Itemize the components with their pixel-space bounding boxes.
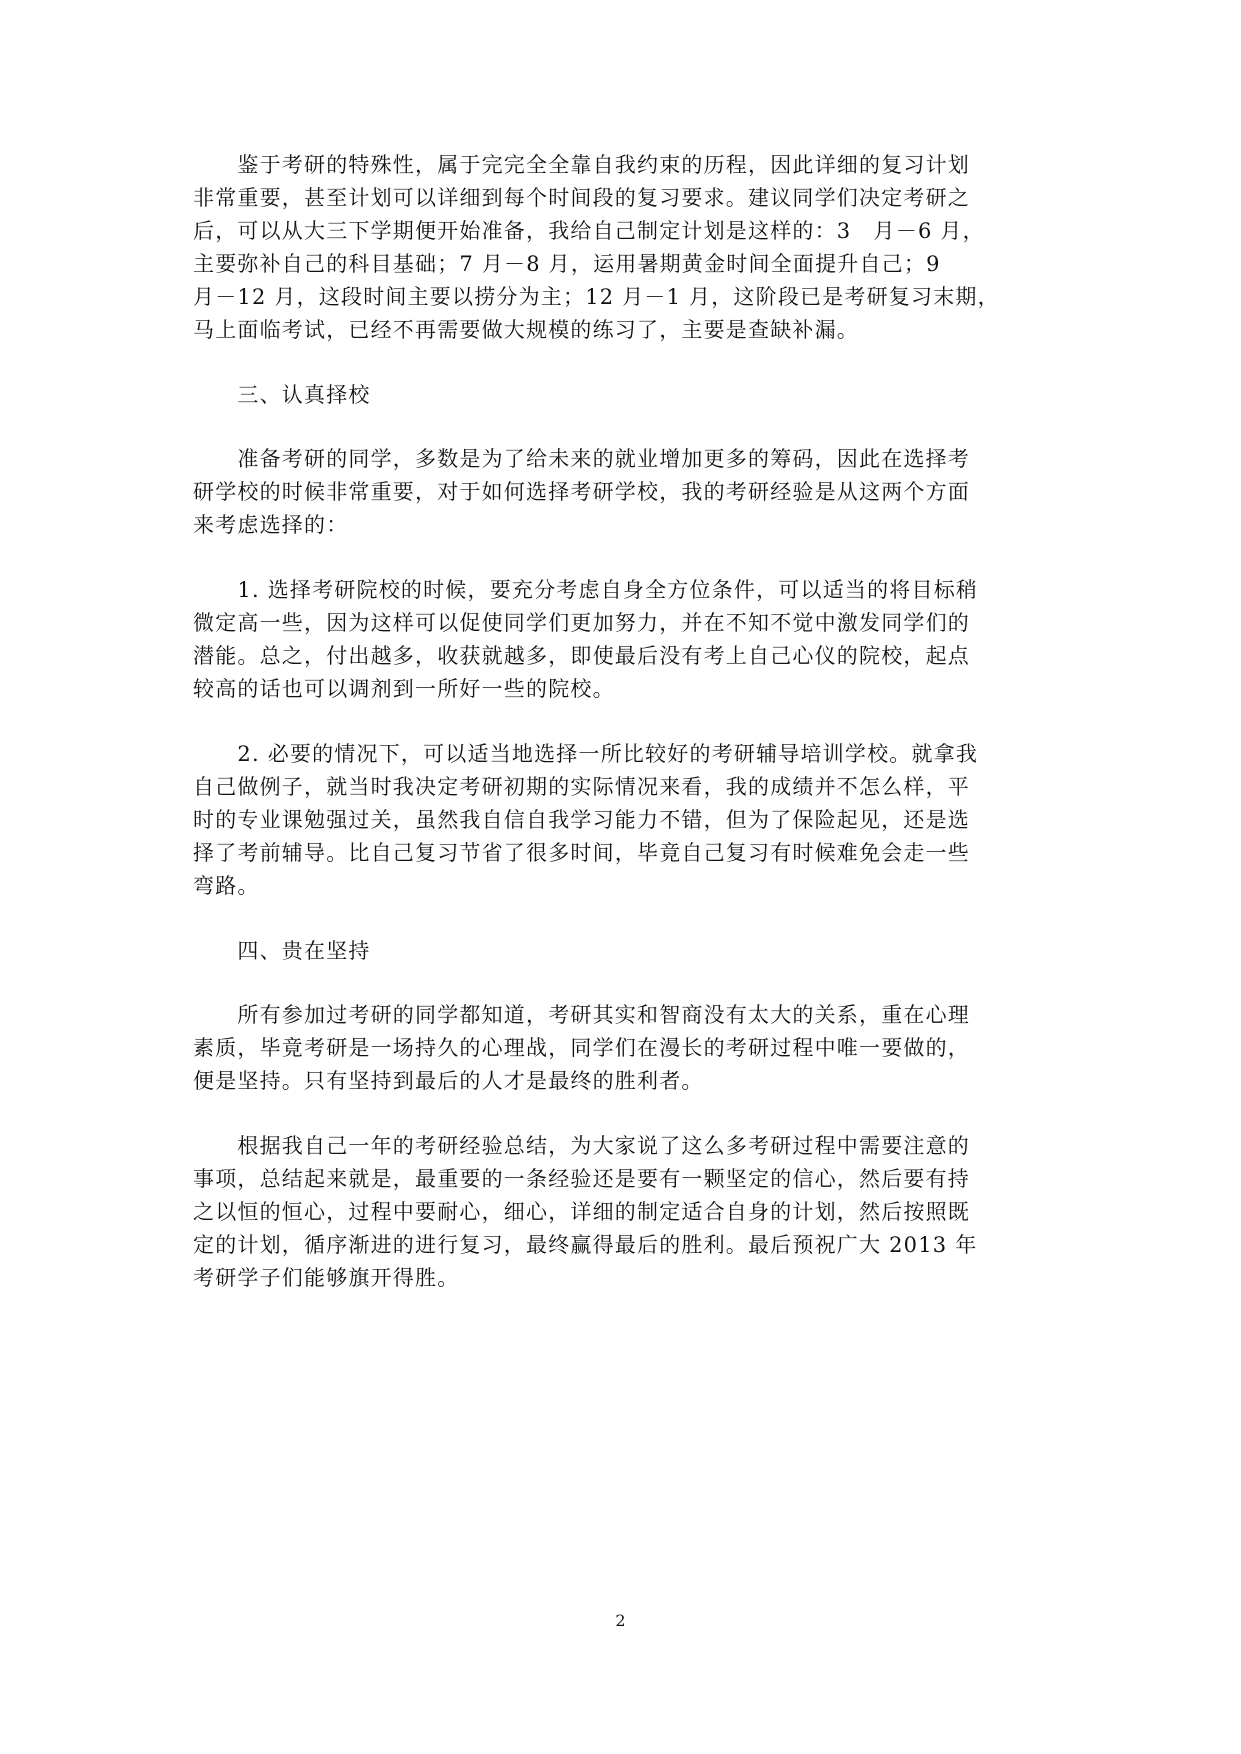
text-line: 事项，总结起来就是，最重要的一条经验还是要有一颗坚定的信心，然后要有持 [193,1167,970,1191]
text-line: 时的专业课勉强过关，虽然我自信自我学习能力不错，但为了保险起见，还是选 [193,808,970,832]
text-line: 素质，毕竟考研是一场持久的心理战，同学们在漫长的考研过程中唯一要做的， [193,1036,970,1060]
text-line: 主要弥补自己的科目基础；7 月－8 月，运用暑期黄金时间全面提升自己；9 [193,252,941,276]
text-line: 马上面临考试，已经不再需要做大规模的练习了，主要是查缺补漏。 [193,318,859,342]
text-line: 月－12 月，这段时间主要以捞分为主；12 月－1 月，这阶段已是考研复习末期， [193,285,1000,309]
text-line: 准备考研的同学，多数是为了给未来的就业增加更多的筹码，因此在选择考 [193,447,970,471]
text-line: 弯路。 [193,874,260,898]
paragraph-conclusion [193,1130,1050,1295]
text-line: 择了考前辅导。比自己复习节省了很多时间，毕竟自己复习有时候难免会走一些 [193,841,970,865]
text-line: 定的计划，循序渐进的进行复习，最终赢得最后的胜利。最后预祝广大 2013 年 [193,1233,978,1257]
text-line: 根据我自己一年的考研经验总结，为大家说了这么多考研过程中需要注意的 [193,1134,970,1158]
paragraph-choose-school-intro [193,443,1050,542]
text-line: 研学校的时候非常重要，对于如何选择考研学校，我的考研经验是从这两个方面 [193,480,970,504]
paragraph-point-1 [193,574,1050,706]
text-line: 自己做例子，就当时我决定考研初期的实际情况来看，我的成绩并不怎么样，平 [193,775,970,799]
text-line: 便是坚持。只有坚持到最后的人才是最终的胜利者。 [193,1069,704,1093]
text-line: 来考虑选择的： [193,513,349,537]
text-line: 之以恒的恒心，过程中要耐心，细心，详细的制定适合自身的计划，然后按照既 [193,1200,970,1224]
text-line: 潜能。总之，付出越多，收获就越多，即使最后没有考上自己心仪的院校，起点 [193,644,970,668]
paragraph-point-2 [193,738,1050,903]
text-line: 考研学子们能够旗开得胜。 [193,1266,460,1290]
paragraph-review-plan [193,149,1050,347]
text-line: 非常重要，甚至计划可以详细到每个时间段的复习要求。建议同学们决定考研之 [193,186,970,210]
text-line: 后，可以从大三下学期便开始准备，我给自己制定计划是这样的：3 月－6 月， [193,219,985,243]
text-line: 微定高一些，因为这样可以促使同学们更加努力，并在不知不觉中激发同学们的 [193,611,970,635]
text-line: 1. 选择考研院校的时候，要充分考虑自身全方位条件，可以适当的将目标稍 [193,578,979,602]
page-number: 2 [615,1611,626,1630]
text-line: 所有参加过考研的同学都知道，考研其实和智商没有太大的关系，重在心理 [193,1003,970,1027]
section-heading-choose-school: 三、认真择校 [193,383,371,407]
text-line: 2. 必要的情况下，可以适当地选择一所比较好的考研辅导培训学校。就拿我 [193,742,979,766]
document-body [193,149,1050,1327]
text-line: 较高的话也可以调剂到一所好一些的院校。 [193,677,615,701]
section-heading-persistence: 四、贵在坚持 [193,939,371,963]
paragraph-persistence [193,999,1050,1098]
text-line: 鉴于考研的特殊性，属于完完全全靠自我约束的历程，因此详细的复习计划 [193,153,970,177]
